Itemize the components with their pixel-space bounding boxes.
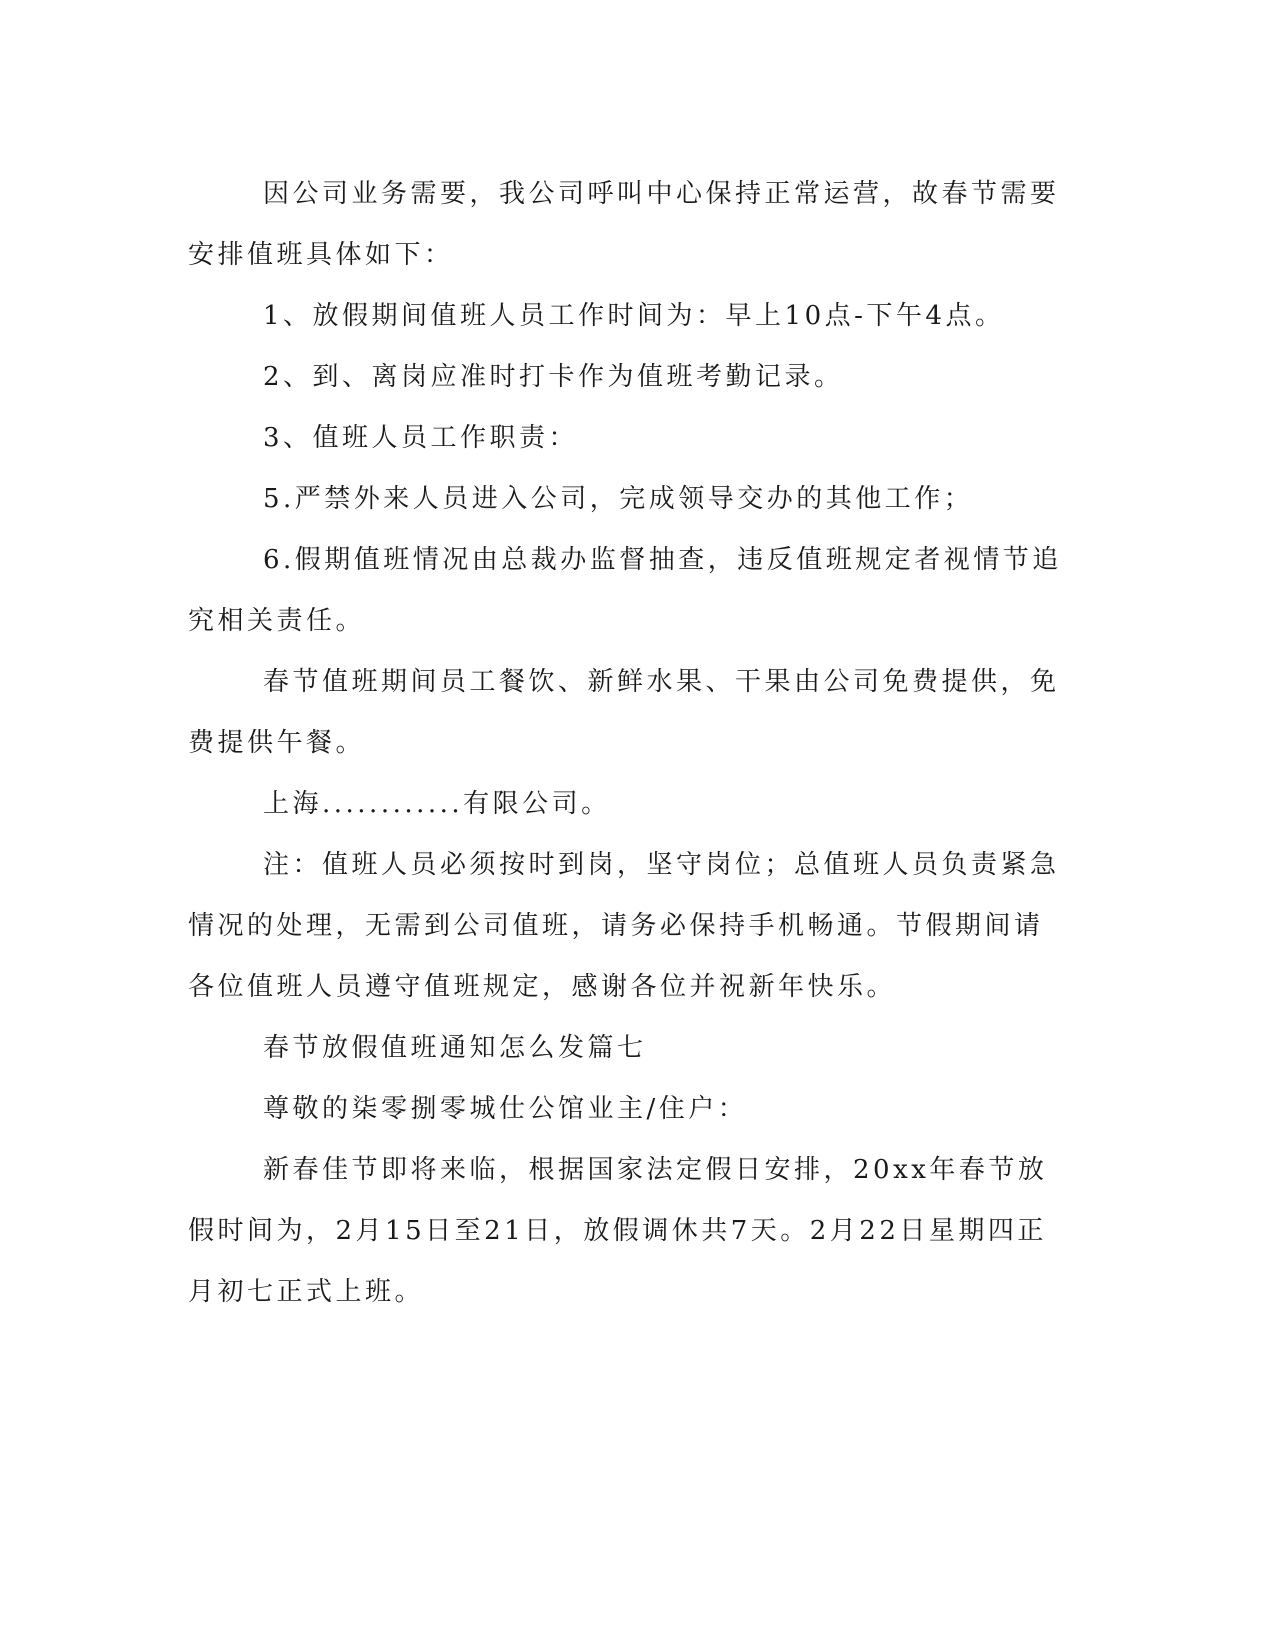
paragraph-item-6: 6.假期值班情况由总裁办监督抽查，违反值班规定者视情节追究相关责任。	[188, 545, 1062, 636]
paragraph-holiday-schedule: 新春佳节即将来临，根据国家法定假日安排，20xx年春节放假时间为，2月15日至21日，放假调休共7天。2月22日星期四正月初七正式上班。	[188, 1155, 1048, 1307]
section-heading: 春节放假值班通知怎么发篇七	[263, 1033, 647, 1063]
paragraph-note: 注：值班人员必须按时到岗，坚守岗位；总值班人员负责紧急情况的处理，无需到公司值班，请务必保持手机畅通。节假期间请各位值班人员遵守值班规定，感谢各位并祝新年快乐。	[188, 850, 1060, 1002]
paragraph-meals: 春节值班期间员工餐饮、新鲜水果、干果由公司免费提供，免费提供午餐。	[188, 667, 1060, 758]
paragraph-intro: 因公司业务需要，我公司呼叫中心保持正常运营，故春节需要安排值班具体如下：	[188, 179, 1060, 270]
paragraph-salutation: 尊敬的柒零捌零城仕公馆业主/住户：	[263, 1094, 748, 1124]
document-body	[188, 164, 1068, 1323]
paragraph-item-3: 3、值班人员工作职责：	[263, 423, 579, 453]
paragraph-item-1: 1、放假期间值班人员工作时间为：早上10点-下午4点。	[263, 301, 1005, 331]
paragraph-item-5: 5.严禁外来人员进入公司，完成领导交办的其他工作；	[263, 484, 974, 514]
paragraph-company: 上海............有限公司。	[263, 789, 611, 819]
paragraph-item-2: 2、到、离岗应准时打卡作为值班考勤记录。	[263, 362, 844, 392]
